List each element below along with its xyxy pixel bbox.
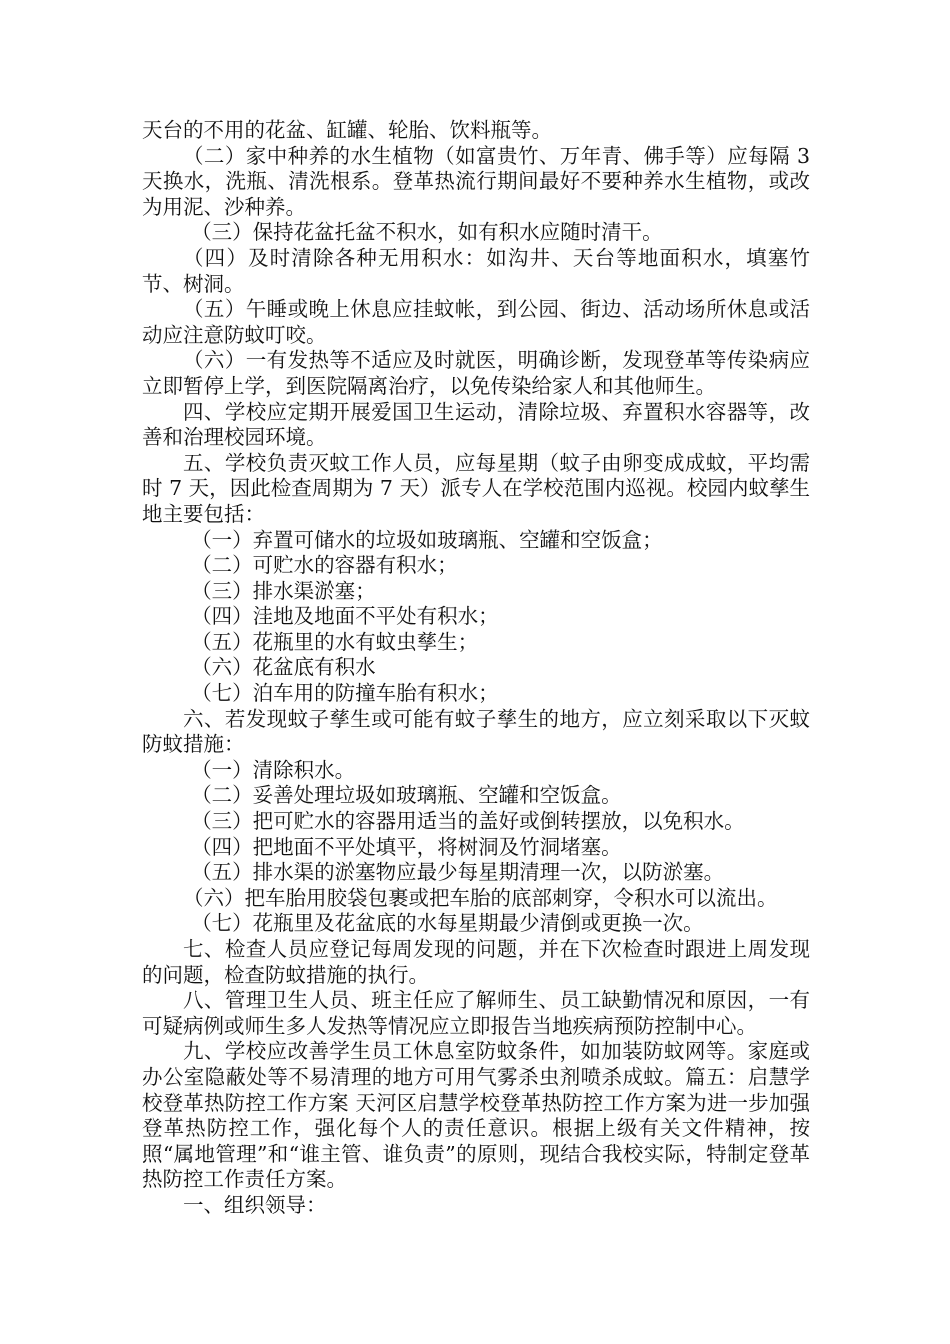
- paragraph: （三）保持花盆托盆不积水，如有积水应随时清干。: [191, 220, 663, 245]
- paragraph: 九、学校应改善学生员工休息室防蚊条件，如加装防蚊网等。家庭或办公室隐蔽处等不易清理的地方可用气雾杀虫剂喷杀成蚊。篇五：启慧学校登革热防控工作方案 天河区启慧学校登革热防控工作方案为进一步加强登革热防控工作，强化每个人的责任意识。根据上级有关文件精神，按照“属地管理”和“谁主管、谁负责”的原则，现结合我校实际，特制定登革热防控工作责任方案。: [142, 1039, 810, 1192]
- paragraph: 六、若发现蚊子孳生或可能有蚊子孳生的地方，应立刻采取以下灭蚊防蚊措施：: [142, 706, 810, 757]
- paragraph: （三）把可贮水的容器用适当的盖好或倒转摆放，以免积水。: [191, 809, 745, 834]
- paragraph: （五）排水渠的淤塞物应最少每星期清理一次，以防淤塞。: [191, 860, 725, 885]
- paragraph: （二）可贮水的容器有积水；: [191, 553, 458, 578]
- paragraph: （五）午睡或晚上休息应挂蚊帐，到公园、街边、活动场所休息或活动应注意防蚊叮咬。: [142, 297, 810, 347]
- paragraph: （七）泊车用的防撞车胎有积水；: [191, 681, 499, 706]
- paragraph: （七）花瓶里及花盆底的水每星期最少清倒或更换一次。: [191, 911, 704, 936]
- paragraph: （六）一有发热等不适应及时就医，明确诊断，发现登革等传染病应立即暂停上学，到医院隔离治疗，以免传染给家人和其他师生。: [142, 348, 810, 398]
- paragraph: 一、组织领导：: [183, 1192, 327, 1217]
- paragraph: （六）把车胎用胶袋包裹或把车胎的底部刺穿，令积水可以流出。: [183, 885, 778, 910]
- paragraph: （六）花盆底有积水: [191, 655, 376, 680]
- paragraph: （一）弃置可储水的垃圾如玻璃瓶、空罐和空饭盒；: [191, 527, 663, 552]
- paragraph: （三）排水渠淤塞；: [191, 578, 376, 603]
- paragraph: （四）洼地及地面不平处有积水；: [191, 604, 499, 629]
- paragraph: （四）及时清除各种无用积水：如沟井、天台等地面积水，填塞竹节、树洞。: [142, 245, 810, 296]
- paragraph: 天台的不用的花盆、缸罐、轮胎、饮料瓶等。: [142, 118, 552, 142]
- paragraph: 四、学校应定期开展爱国卫生运动，清除垃圾、弃置积水容器等，改善和治理校园环境。: [142, 399, 810, 450]
- document-body: [142, 118, 810, 1219]
- paragraph: （四）把地面不平处填平，将树洞及竹洞堵塞。: [191, 834, 622, 859]
- paragraph: （二）妥善处理垃圾如玻璃瓶、空罐和空饭盒。: [191, 783, 622, 808]
- paragraph: （五）花瓶里的水有蚊虫孳生；: [191, 629, 479, 654]
- paragraph: 五、学校负责灭蚊工作人员，应每星期（蚊子由卵变成成蚊，平均需时 7 天，因此检查周期为 7 天）派专人在学校范围内巡视。校园内蚊孳生地主要包括：: [142, 450, 810, 526]
- paragraph: 七、检查人员应登记每周发现的问题，并在下次检查时跟进上周发现的问题，检查防蚊措施的执行。: [142, 937, 810, 987]
- paragraph: 八、管理卫生人员、班主任应了解师生、员工缺勤情况和原因，一有可疑病例或师生多人发热等情况应立即报告当地疾病预防控制中心。: [142, 988, 810, 1038]
- paragraph: （二）家中种养的水生植物（如富贵竹、万年青、佛手等）应每隔 3 天换水，洗瓶、清洗根系。登革热流行期间最好不要种养水生植物，或改为用泥、沙种养。: [142, 143, 810, 219]
- paragraph: （一）清除积水。: [191, 757, 356, 782]
